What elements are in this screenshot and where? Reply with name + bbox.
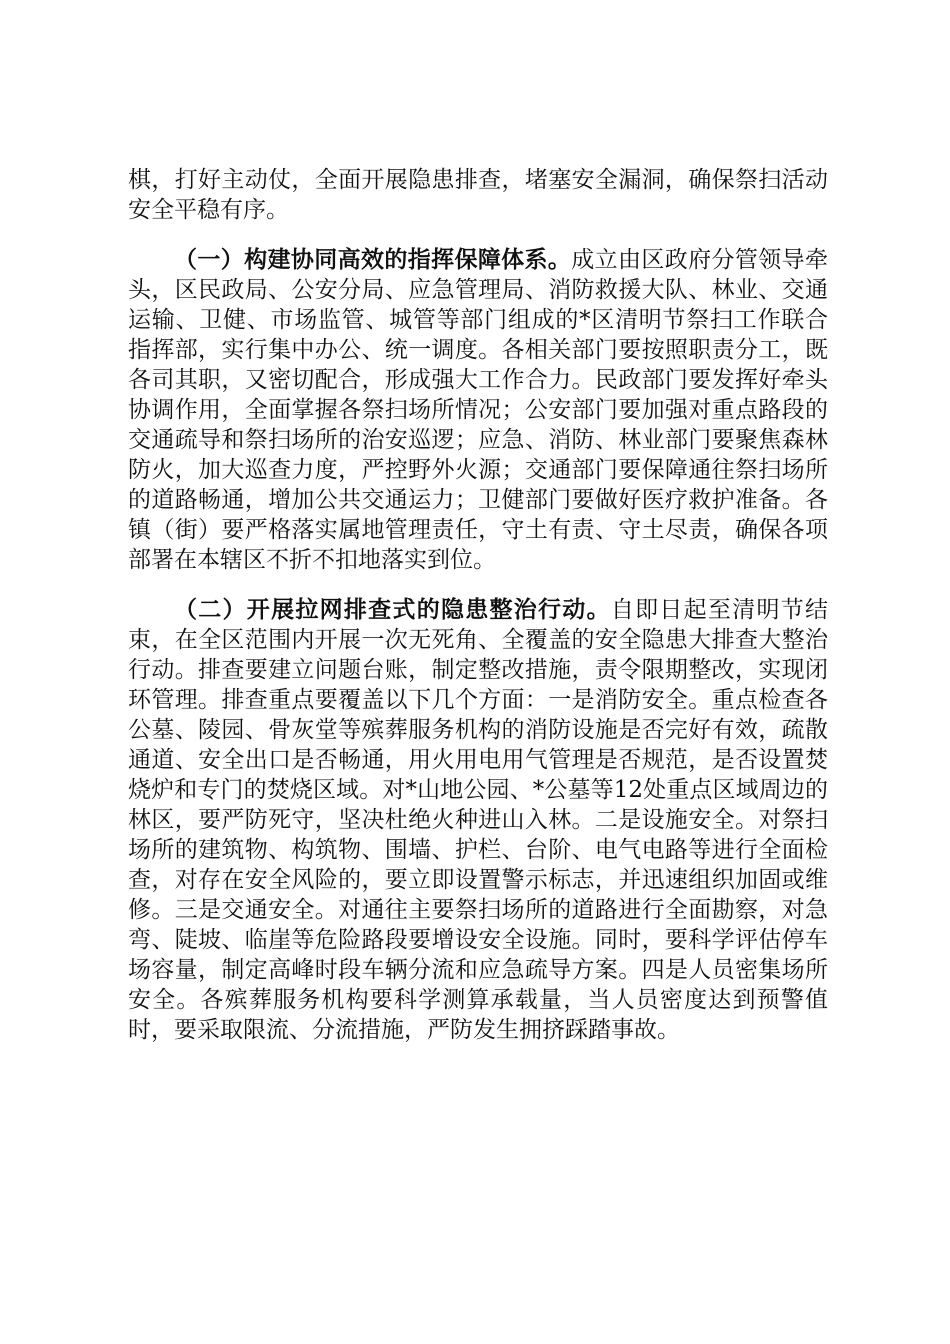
- paragraph-body: 自即日起至清明节结束，在全区范围内开展一次无死角、全覆盖的安全隐患大排查大整治行动。排查要建立问题台账，制定整改措施，责令限期整改，实现闭环管理。排查重点要覆盖以下几个方面：一是消防安全。重点检查各公墓、陵园、骨灰堂等殡葬服务机构的消防设施是否完好有效，疏散通道、安全出口是否畅通，用火用电用气管理是否规范，是否设置焚烧炉和专门的焚烧区域。对*山地公园、*公墓等12处重点区域周边的林区，要严防死守，坚决杜绝火种进山入林。二是设施安全。对祭扫场所的建筑物、构筑物、围墙、护栏、台阶、电气电路等进行全面检查，对存在安全风险的，要立即设置警示标志，并迅速组织加固或维修。三是交通安全。对通往主要祭扫场所的道路进行全面勘察，对急弯、陡坡、临崖等危险路段要增设安全设施。同时，要科学评估停车场容量，制定高峰时段车辆分流和应急疏导方案。四是人员密集场所安全。各殡葬服务机构要科学测算承载量，当人员密度达到预警值时，要采取限流、分流措施，严防发生拥挤踩踏事故。: [128, 597, 829, 1043]
- document-page: [128, 165, 828, 1045]
- section-heading: （二）开展拉网排查式的隐患整治行动。: [174, 597, 611, 623]
- paragraph-section-one: [128, 245, 828, 575]
- paragraph-body: 成立由区政府分管领导牵头，区民政局、公安分局、应急管理局、消防救援大队、林业、交通运输、卫健、市场监管、城管等部门组成的*区清明节祭扫工作联合指挥部，实行集中办公、统一调度。各相关部门要按照职责分工，既各司其职，又密切配合，形成强大工作合力。民政部门要发挥好牵头协调作用，全面掌握各祭扫场所情况；公安部门要加强对重点路段的交通疏导和祭扫场所的治安巡逻；应急、消防、林业部门要聚焦森林防火，加大巡查力度，严控野外火源；交通部门要保障通往祭扫场所的道路畅通，增加公共交通运力；卫健部门要做好医疗救护准备。各镇（街）要严格落实属地管理责任，守土有责、守土尽责，确保各项部署在本辖区不折不扣地落实到位。: [128, 247, 829, 573]
- paragraph-continuation: [128, 165, 828, 225]
- section-heading: （一）构建协同高效的指挥保障体系。: [174, 247, 572, 273]
- paragraph-body: 棋，打好主动仗，全面开展隐患排查，堵塞安全漏洞，确保祭扫活动安全平稳有序。: [128, 167, 828, 223]
- paragraph-section-two: [128, 595, 828, 1045]
